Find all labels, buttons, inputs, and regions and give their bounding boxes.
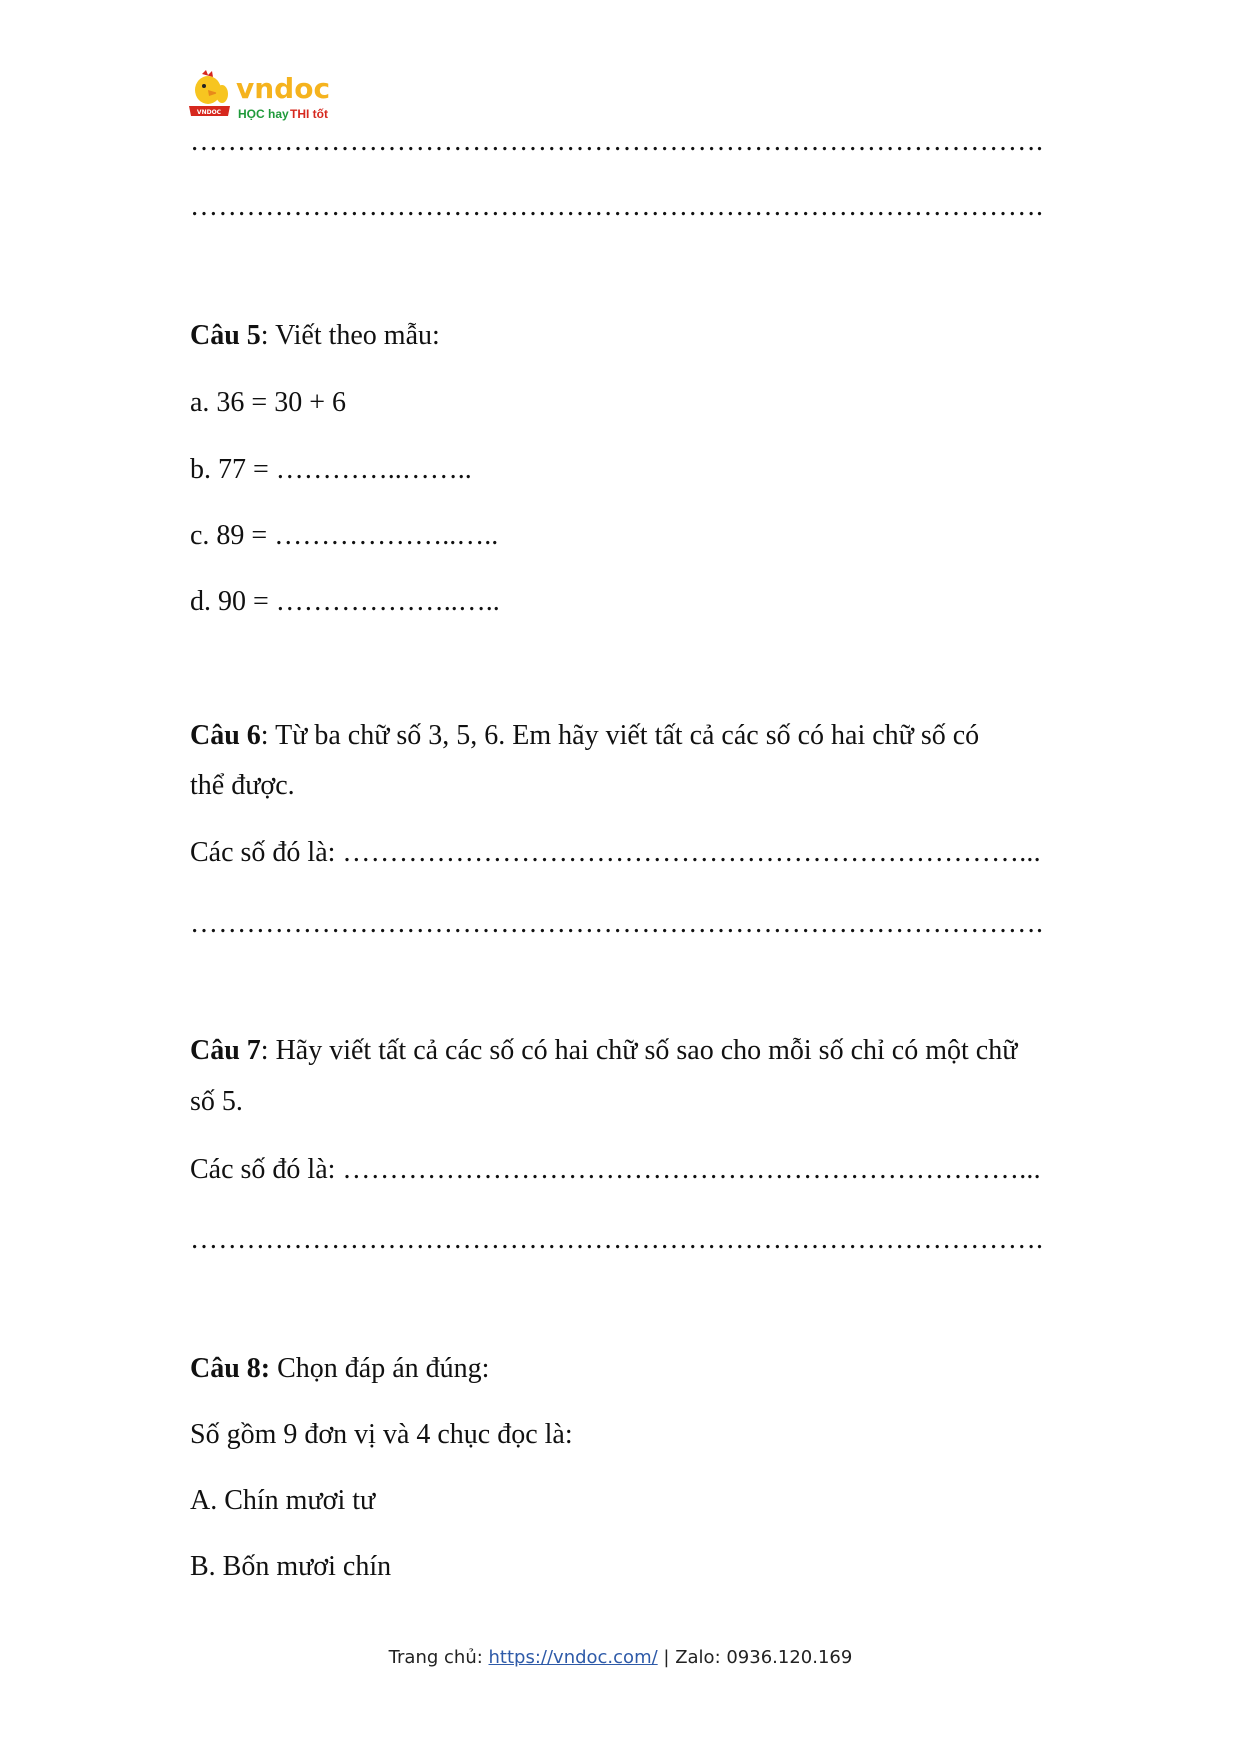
answer-line: ………………………………………………………………………………. [190, 126, 1044, 157]
page-footer [0, 1647, 1241, 1668]
question-5-item-b: b. 77 = …………..…….. [190, 454, 472, 485]
question-8-option-b: B. Bốn mươi chín [190, 1551, 392, 1582]
vndoc-logo [188, 68, 348, 128]
question-7-text-cont: số 5. [190, 1086, 243, 1117]
answer-prefix: Các số đó là: [190, 837, 343, 868]
question-5-item-c: c. 89 = ………………..….. [190, 520, 499, 551]
svg-text:vndoc: vndoc [236, 72, 331, 105]
separator: : [260, 1035, 269, 1066]
answer-line: ………………………………………………………………………………. [190, 1224, 1044, 1255]
question-7-heading [190, 1035, 1017, 1067]
question-7-text: Hãy viết tất cả các số có hai chữ số sao cho mỗi số chỉ có một chữ [268, 1035, 1018, 1066]
question-6-label: Câu 6 [190, 720, 261, 751]
question-7-label: Câu 7 [190, 1035, 261, 1066]
footer-separator: | [657, 1647, 676, 1668]
svg-text:THI tốt: THI tốt [290, 107, 328, 121]
question-5-item-a: a. 36 = 30 + 6 [190, 387, 347, 418]
answer-line: ………………………………………………………………………………. [190, 191, 1044, 222]
answer-line: ………………………………………………………………... [342, 837, 1041, 868]
separator: : [260, 320, 269, 351]
question-6-answer [190, 837, 1041, 869]
footer-home-link[interactable]: https://vndoc.com/ [488, 1647, 658, 1668]
answer-line: ………………………………………………………………………………. [190, 908, 1044, 939]
question-8-option-a: A. Chín mươi tư [190, 1485, 376, 1516]
question-6-text-cont: thể được. [190, 770, 295, 801]
answer-prefix: Các số đó là: [190, 1154, 343, 1185]
question-7-answer [190, 1154, 1041, 1186]
answer-line: ………………………………………………………………... [342, 1154, 1041, 1185]
question-5-text: Viết theo mẫu: [268, 320, 440, 351]
svg-text:HỌC hay: HỌC hay [238, 107, 289, 121]
separator: : [260, 720, 269, 751]
footer-home-label: Trang chủ: [388, 1647, 489, 1668]
question-5-item-d: d. 90 = ………………..….. [190, 586, 500, 617]
question-5-label: Câu 5 [190, 320, 261, 351]
question-6-heading [190, 720, 979, 752]
question-8-label: Câu 8: [190, 1353, 271, 1384]
question-5-heading [190, 320, 440, 352]
question-8-text: Chọn đáp án đúng: [270, 1353, 490, 1384]
question-6-text: Từ ba chữ số 3, 5, 6. Em hãy viết tất cả các số có hai chữ số có [268, 720, 980, 751]
svg-text:VNDOC: VNDOC [196, 109, 222, 116]
mascot-chicken-icon [188, 68, 348, 128]
question-8-prompt: Số gồm 9 đơn vị và 4 chục đọc là: [190, 1419, 573, 1450]
question-8-heading [190, 1353, 489, 1385]
footer-zalo: Zalo: 0936.120.169 [675, 1647, 853, 1668]
